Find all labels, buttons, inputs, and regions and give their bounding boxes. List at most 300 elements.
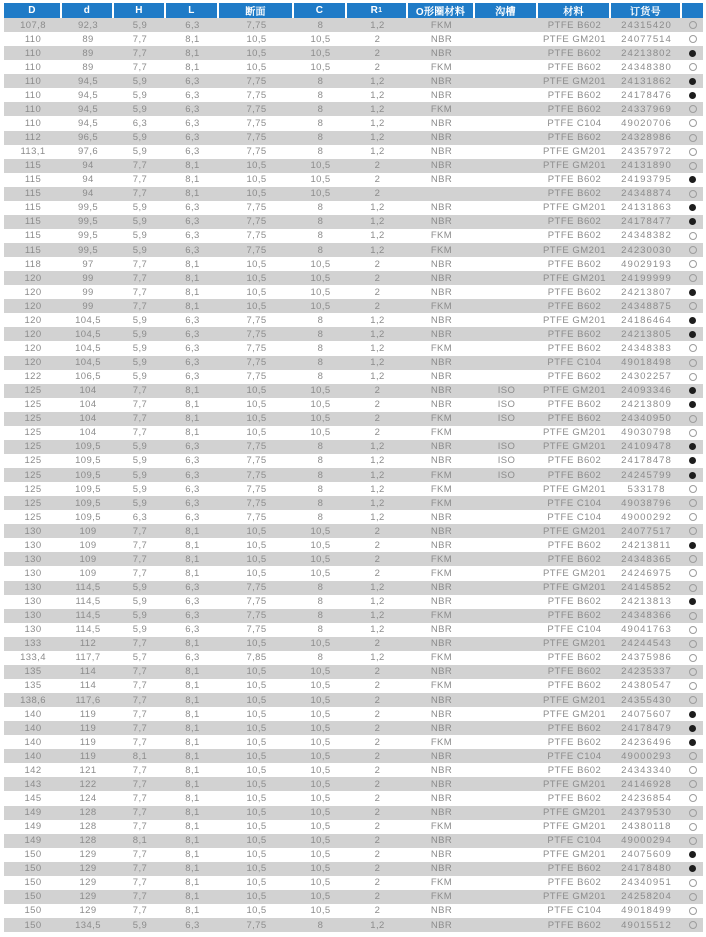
cell-L: 8,1 — [185, 764, 200, 776]
cell-material: PTFE B602 — [547, 919, 602, 931]
availability-marker-cell — [682, 370, 703, 384]
cell-D: 130 — [24, 610, 42, 622]
column-header-section: 断面 — [219, 3, 294, 18]
availability-marker-cell — [682, 426, 703, 440]
availability-marker-cell — [682, 510, 703, 524]
table-row — [4, 918, 703, 932]
cell-d: 109 — [79, 553, 97, 565]
cell-D: 130 — [24, 525, 42, 537]
availability-marker-cell — [682, 299, 703, 313]
table-row — [4, 510, 703, 524]
cell-C: 10,5 — [310, 694, 331, 706]
cell-H: 7,7 — [132, 413, 148, 425]
cell-D: 142 — [24, 764, 42, 776]
cell-D: 107,8 — [20, 19, 46, 31]
cell-d: 129 — [79, 891, 97, 903]
cell-D: 113,1 — [20, 146, 46, 158]
cell-section: 10,5 — [246, 750, 267, 762]
cell-R1: 2 — [374, 33, 381, 45]
cell-oring: NBR — [430, 638, 453, 650]
cell-material: PTFE C104 — [547, 497, 602, 509]
cell-d: 99,5 — [77, 244, 99, 256]
cell-C: 10,5 — [310, 863, 331, 875]
cell-D: 110 — [24, 61, 42, 73]
cell-section: 7,75 — [246, 230, 267, 242]
cell-material: PTFE GM201 — [542, 638, 607, 650]
cell-L: 6,3 — [185, 596, 200, 608]
cell-groove — [475, 313, 538, 327]
cell-material: PTFE B602 — [547, 286, 602, 298]
cell-groove — [475, 215, 538, 229]
column-header-oring: O形圈材料 — [408, 3, 475, 18]
cell-d: 134,5 — [75, 919, 101, 931]
cell-groove — [475, 707, 538, 721]
hollow-circle-icon — [689, 780, 697, 788]
cell-D: 115 — [24, 244, 42, 256]
cell-H: 5,9 — [132, 469, 148, 481]
cell-R1: 2 — [374, 778, 381, 790]
column-header-groove: 沟槽 — [475, 3, 538, 18]
cell-groove — [475, 749, 538, 763]
cell-L: 8,1 — [185, 174, 200, 186]
cell-order: 24199999 — [621, 272, 672, 284]
cell-L: 6,3 — [185, 455, 200, 467]
cell-H: 7,7 — [132, 736, 148, 748]
availability-marker-cell — [682, 356, 703, 370]
table-row — [4, 862, 703, 876]
availability-marker-cell — [682, 412, 703, 426]
cell-H: 5,9 — [132, 103, 148, 115]
cell-oring: FKM — [430, 469, 453, 481]
table-row — [4, 665, 703, 679]
cell-order: 24186464 — [621, 314, 672, 326]
cell-groove: ISO — [497, 413, 516, 425]
cell-oring: FKM — [430, 553, 453, 565]
hollow-circle-icon — [689, 344, 697, 352]
column-header-C: C — [294, 3, 347, 18]
cell-C: 8 — [317, 89, 324, 101]
cell-oring: NBR — [430, 174, 453, 186]
table-row — [4, 707, 703, 721]
cell-oring: FKM — [430, 342, 453, 354]
cell-d: 99,5 — [77, 216, 99, 228]
hollow-circle-icon — [689, 584, 697, 592]
cell-L: 8,1 — [185, 778, 200, 790]
cell-section: 10,5 — [246, 849, 267, 861]
cell-C: 10,5 — [310, 160, 331, 172]
table-row — [4, 257, 703, 271]
cell-section: 7,75 — [246, 357, 267, 369]
cell-R1: 1,2 — [370, 483, 385, 495]
cell-groove — [475, 918, 538, 932]
availability-marker-cell — [682, 524, 703, 538]
cell-H: 7,7 — [132, 258, 148, 270]
availability-marker-cell — [682, 440, 703, 454]
cell-groove — [475, 285, 538, 299]
cell-oring: FKM — [430, 877, 453, 889]
cell-R1: 1,2 — [370, 596, 385, 608]
table-row — [4, 116, 703, 130]
cell-R1: 1,2 — [370, 497, 385, 509]
cell-D: 130 — [24, 624, 42, 636]
cell-groove — [475, 201, 538, 215]
cell-L: 6,3 — [185, 441, 200, 453]
cell-order: 24131863 — [621, 202, 672, 214]
cell-H: 7,7 — [132, 272, 148, 284]
cell-H: 5,9 — [132, 483, 148, 495]
cell-d: 114,5 — [75, 624, 101, 636]
table-row — [4, 651, 703, 665]
cell-order: 24246975 — [621, 567, 672, 579]
cell-section: 10,5 — [246, 708, 267, 720]
cell-D: 110 — [24, 117, 42, 129]
table-row — [4, 131, 703, 145]
cell-oring: FKM — [430, 736, 453, 748]
cell-H: 5,9 — [132, 441, 148, 453]
cell-order: 24235337 — [621, 666, 672, 678]
cell-H: 5,9 — [132, 582, 148, 594]
cell-H: 7,7 — [132, 764, 148, 776]
availability-marker-cell — [682, 834, 703, 848]
cell-d: 99,5 — [77, 202, 99, 214]
cell-D: 130 — [24, 582, 42, 594]
cell-section: 10,5 — [246, 905, 267, 917]
cell-d: 114,5 — [75, 582, 101, 594]
cell-section: 10,5 — [246, 764, 267, 776]
hollow-circle-icon — [689, 162, 697, 170]
table-row — [4, 791, 703, 805]
cell-d: 104 — [79, 427, 97, 439]
cell-groove — [475, 721, 538, 735]
cell-C: 8 — [317, 582, 324, 594]
cell-groove — [475, 46, 538, 60]
cell-D: 115 — [24, 202, 42, 214]
cell-H: 7,7 — [132, 385, 148, 397]
cell-section: 7,75 — [246, 132, 267, 144]
table-row — [4, 820, 703, 834]
cell-groove — [475, 890, 538, 904]
cell-order: 24075609 — [621, 849, 672, 861]
cell-R1: 1,2 — [370, 511, 385, 523]
cell-order: 49029193 — [621, 258, 672, 270]
filled-circle-icon — [689, 711, 696, 718]
cell-R1: 2 — [374, 160, 381, 172]
cell-section: 10,5 — [246, 736, 267, 748]
cell-H: 7,7 — [132, 427, 148, 439]
cell-material: PTFE GM201 — [542, 567, 607, 579]
availability-marker-cell — [682, 862, 703, 876]
cell-C: 10,5 — [310, 849, 331, 861]
cell-groove — [475, 370, 538, 384]
filled-circle-icon — [689, 443, 696, 450]
cell-section: 7,75 — [246, 75, 267, 87]
cell-groove — [475, 159, 538, 173]
cell-d: 97,6 — [77, 146, 99, 158]
cell-material: PTFE B602 — [547, 413, 602, 425]
cell-H: 7,7 — [132, 863, 148, 875]
cell-d: 114,5 — [75, 610, 101, 622]
cell-material: PTFE GM201 — [542, 441, 607, 453]
cell-D: 130 — [24, 596, 42, 608]
cell-R1: 1,2 — [370, 19, 385, 31]
cell-material: PTFE B602 — [547, 610, 602, 622]
cell-C: 10,5 — [310, 539, 331, 551]
cell-L: 8,1 — [185, 33, 200, 45]
cell-D: 138,6 — [20, 694, 46, 706]
cell-H: 7,7 — [132, 188, 148, 200]
cell-L: 8,1 — [185, 300, 200, 312]
hollow-circle-icon — [689, 907, 697, 915]
availability-marker-cell — [682, 763, 703, 777]
cell-D: 115 — [24, 160, 42, 172]
cell-section: 7,75 — [246, 610, 267, 622]
cell-material: PTFE GM201 — [542, 708, 607, 720]
cell-H: 7,7 — [132, 708, 148, 720]
cell-order: 24340951 — [621, 877, 672, 889]
cell-section: 10,5 — [246, 33, 267, 45]
hollow-circle-icon — [689, 921, 697, 929]
availability-marker-cell — [682, 482, 703, 496]
cell-C: 8 — [317, 919, 324, 931]
cell-section: 7,75 — [246, 511, 267, 523]
cell-groove — [475, 18, 538, 32]
cell-oring: NBR — [430, 286, 453, 298]
hollow-circle-icon — [689, 134, 697, 142]
cell-oring: NBR — [430, 47, 453, 59]
cell-C: 10,5 — [310, 891, 331, 903]
cell-material: PTFE B602 — [547, 399, 602, 411]
availability-marker-cell — [682, 623, 703, 637]
cell-oring: NBR — [430, 708, 453, 720]
cell-R1: 2 — [374, 47, 381, 59]
cell-d: 97 — [82, 258, 94, 270]
cell-L: 8,1 — [185, 666, 200, 678]
table-row — [4, 595, 703, 609]
cell-H: 7,7 — [132, 821, 148, 833]
cell-R1: 1,2 — [370, 103, 385, 115]
availability-marker-cell — [682, 609, 703, 623]
cell-R1: 2 — [374, 539, 381, 551]
hollow-circle-icon — [689, 359, 697, 367]
cell-R1: 2 — [374, 427, 381, 439]
cell-groove — [475, 60, 538, 74]
table-row — [4, 454, 703, 468]
cell-d: 128 — [79, 821, 97, 833]
table-row — [4, 356, 703, 370]
table-row — [4, 581, 703, 595]
cell-H: 5,9 — [132, 497, 148, 509]
cell-R1: 2 — [374, 722, 381, 734]
cell-material: PTFE B602 — [547, 258, 602, 270]
cell-order: 49000294 — [621, 835, 672, 847]
table-row — [4, 88, 703, 102]
cell-H: 7,7 — [132, 666, 148, 678]
cell-C: 10,5 — [310, 525, 331, 537]
cell-d: 99 — [82, 300, 94, 312]
cell-C: 8 — [317, 596, 324, 608]
cell-L: 6,3 — [185, 117, 200, 129]
cell-d: 99 — [82, 286, 94, 298]
availability-marker-cell — [682, 791, 703, 805]
cell-D: 130 — [24, 539, 42, 551]
hollow-circle-icon — [689, 879, 697, 887]
cell-D: 120 — [24, 272, 42, 284]
cell-order: 24213805 — [621, 328, 672, 340]
cell-material: PTFE C104 — [547, 624, 602, 636]
cell-material: PTFE GM201 — [542, 75, 607, 87]
cell-H: 7,7 — [132, 807, 148, 819]
cell-groove — [475, 651, 538, 665]
cell-oring: NBR — [430, 455, 453, 467]
cell-D: 149 — [24, 821, 42, 833]
cell-d: 119 — [79, 736, 97, 748]
cell-d: 104,5 — [75, 357, 101, 369]
availability-marker-cell — [682, 60, 703, 74]
cell-L: 6,3 — [185, 103, 200, 115]
cell-oring: NBR — [430, 328, 453, 340]
cell-R1: 2 — [374, 399, 381, 411]
cell-L: 8,1 — [185, 539, 200, 551]
cell-R1: 1,2 — [370, 455, 385, 467]
cell-section: 10,5 — [246, 792, 267, 804]
cell-order: 49030798 — [621, 427, 672, 439]
cell-C: 10,5 — [310, 722, 331, 734]
cell-D: 150 — [24, 905, 42, 917]
column-header-H: H — [114, 3, 166, 18]
cell-section: 7,75 — [246, 582, 267, 594]
cell-d: 129 — [79, 863, 97, 875]
table-row — [4, 440, 703, 454]
cell-C: 8 — [317, 244, 324, 256]
hollow-circle-icon — [689, 682, 697, 690]
cell-section: 7,75 — [246, 244, 267, 256]
cell-d: 94 — [82, 188, 94, 200]
cell-order: 24213809 — [621, 399, 672, 411]
cell-L: 8,1 — [185, 736, 200, 748]
cell-H: 7,7 — [132, 567, 148, 579]
cell-D: 120 — [24, 314, 42, 326]
cell-C: 10,5 — [310, 778, 331, 790]
cell-H: 5,9 — [132, 919, 148, 931]
cell-d: 119 — [79, 708, 97, 720]
availability-marker-cell — [682, 552, 703, 566]
cell-R1: 1,2 — [370, 230, 385, 242]
column-header-R1: R 1 — [347, 3, 408, 18]
cell-C: 10,5 — [310, 764, 331, 776]
cell-oring: NBR — [430, 919, 453, 931]
cell-R1: 2 — [374, 525, 381, 537]
hollow-circle-icon — [689, 626, 697, 634]
cell-order: 24077517 — [621, 525, 672, 537]
filled-circle-icon — [689, 317, 696, 324]
availability-marker-cell — [682, 806, 703, 820]
cell-H: 7,7 — [132, 891, 148, 903]
column-header-D: D — [4, 3, 62, 18]
table-row — [4, 384, 703, 398]
hollow-circle-icon — [689, 837, 697, 845]
availability-marker-cell — [682, 848, 703, 862]
cell-section: 10,5 — [246, 525, 267, 537]
cell-H: 5,9 — [132, 455, 148, 467]
availability-marker-cell — [682, 201, 703, 215]
cell-oring: NBR — [430, 807, 453, 819]
hollow-circle-icon — [689, 373, 697, 381]
cell-material: PTFE B602 — [547, 371, 602, 383]
cell-order: 24348875 — [621, 300, 672, 312]
cell-section: 7,75 — [246, 596, 267, 608]
hollow-circle-icon — [689, 485, 697, 493]
cell-oring: NBR — [430, 314, 453, 326]
availability-marker-cell — [682, 735, 703, 749]
table-row — [4, 721, 703, 735]
cell-groove — [475, 243, 538, 257]
cell-R1: 1,2 — [370, 132, 385, 144]
cell-section: 10,5 — [246, 778, 267, 790]
availability-marker-cell — [682, 271, 703, 285]
availability-marker-cell — [682, 595, 703, 609]
cell-C: 8 — [317, 483, 324, 495]
table-row — [4, 370, 703, 384]
cell-L: 6,3 — [185, 19, 200, 31]
table-row — [4, 566, 703, 580]
cell-H: 7,7 — [132, 160, 148, 172]
cell-groove — [475, 820, 538, 834]
cell-C: 10,5 — [310, 399, 331, 411]
cell-order: 24348365 — [621, 553, 672, 565]
hollow-circle-icon — [689, 274, 697, 282]
availability-marker-cell — [682, 454, 703, 468]
cell-material: PTFE B602 — [547, 553, 602, 565]
cell-d: 124 — [79, 792, 97, 804]
cell-oring: NBR — [430, 33, 453, 45]
cell-groove — [475, 341, 538, 355]
cell-R1: 1,2 — [370, 202, 385, 214]
cell-d: 104,5 — [75, 342, 101, 354]
cell-R1: 1,2 — [370, 216, 385, 228]
availability-marker-cell — [682, 102, 703, 116]
cell-oring: FKM — [430, 244, 453, 256]
cell-oring: NBR — [430, 89, 453, 101]
cell-section: 10,5 — [246, 300, 267, 312]
cell-order: 24379530 — [621, 807, 672, 819]
cell-groove — [475, 693, 538, 707]
cell-order: 24109478 — [621, 441, 672, 453]
cell-material: PTFE C104 — [547, 117, 602, 129]
cell-L: 6,3 — [185, 244, 200, 256]
cell-D: 133 — [24, 638, 42, 650]
cell-d: 114,5 — [75, 596, 101, 608]
cell-D: 122 — [24, 371, 42, 383]
column-header-material: 材料 — [538, 3, 611, 18]
cell-H: 5,9 — [132, 146, 148, 158]
cell-C: 10,5 — [310, 174, 331, 186]
cell-L: 6,3 — [185, 511, 200, 523]
hollow-circle-icon — [689, 190, 697, 198]
cell-material: PTFE C104 — [547, 357, 602, 369]
cell-section: 10,5 — [246, 680, 267, 692]
cell-oring: NBR — [430, 216, 453, 228]
cell-oring: NBR — [430, 792, 453, 804]
cell-groove — [475, 74, 538, 88]
cell-oring: FKM — [430, 413, 453, 425]
cell-C: 8 — [317, 610, 324, 622]
cell-material: PTFE B602 — [547, 455, 602, 467]
cell-material: PTFE B602 — [547, 328, 602, 340]
header-row — [4, 3, 703, 18]
cell-oring: NBR — [430, 399, 453, 411]
cell-C: 10,5 — [310, 680, 331, 692]
cell-R1: 2 — [374, 807, 381, 819]
